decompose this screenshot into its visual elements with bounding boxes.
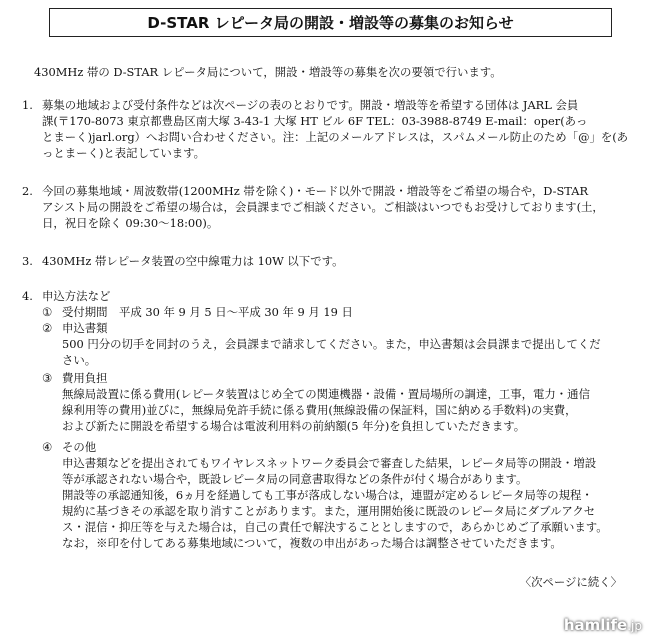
sub-2-mark: ② bbox=[42, 321, 53, 335]
item-4-number: 4. bbox=[22, 289, 33, 303]
item-1-line: とまーく)jarl.org）へお問い合わせください。注：上記のメールアドレスは，スパムメール防止のため「@」を(あ bbox=[42, 130, 629, 144]
sub-4-mark: ④ bbox=[42, 440, 53, 454]
continued-note: 〈次ページに続く〉 bbox=[519, 575, 622, 589]
sub-4-body-line: 申込書類などを提出されてもワイヤレスネットワーク委員会で審査した結果，レピータ局等の開設・増設 bbox=[62, 456, 597, 470]
item-1-line: っとまーく)と表記しています。 bbox=[42, 146, 206, 160]
item-1-number: 1. bbox=[22, 98, 33, 112]
sub-2-heading: 申込書類 bbox=[62, 321, 108, 335]
intro-text: 430MHz 帯の D-STAR レピータ局について，開設・増設等の募集を次の要領で行います。 bbox=[34, 65, 502, 79]
sub-3-body-line: 無線局設置に係る費用(レピータ装置はじめ全ての関連機器・設備・置局場所の調達，工事，電力・通信 bbox=[62, 387, 590, 401]
sub-4-body-line: 開設等の承認通知後，6ヵ月を経過しても工事が落成しない場合は，連盟が定めるレピータ局等の規程・ bbox=[62, 488, 593, 502]
item-1-line: 募集の地域および受付条件などは次ページの表のとおりです。開設・増設等を希望する団体は JARL 会員 bbox=[42, 98, 579, 112]
sub-1-mark: ① bbox=[42, 305, 53, 319]
sub-3-body-line: 線利用等の費用)並びに，無線局免許手続に係る費用(無線設備の保証料，国に納める手数料)の実費， bbox=[62, 403, 577, 417]
sub-3-heading: 費用負担 bbox=[62, 371, 108, 385]
sub-3-body-line: および新たに開設を希望する場合は電波利用料の前納額(5 年分)を負担していただきます。 bbox=[62, 419, 526, 433]
item-3-line: 430MHz 帯レピータ装置の空中線電力は 10W 以下です。 bbox=[42, 254, 344, 268]
sub-3-mark: ③ bbox=[42, 371, 53, 385]
sub-2-body-line: 500 円分の切手を同封のうえ，会員課まで請求してください。また，申込書類は会員課まで提出してくだ bbox=[62, 337, 601, 351]
sub-4-body-line: ス・混信・抑圧等を与えた場合は，自己の責任で解決することとしますので，あらかじめご了承願います。 bbox=[62, 520, 608, 534]
sub-4-body-line: 規約に基づきその承認を取り消すことがあります。また，運用開始後に既設のレピータ局にダブルアクセ bbox=[62, 504, 596, 518]
sub-4-body-line: 等が承認されない場合や，既設レピータ局の同意書取得などの条件が付く場合があります。 bbox=[62, 472, 528, 486]
item-3-number: 3. bbox=[22, 254, 33, 268]
watermark-brand: hamlife bbox=[563, 616, 628, 634]
sub-1-text: 受付期間 平成 30 年 9 月 5 日～平成 30 年 9 月 19 日 bbox=[62, 305, 353, 319]
site-watermark bbox=[564, 616, 642, 634]
document-title: D-STAR レピータ局の開設・増設等の募集のお知らせ bbox=[49, 8, 612, 37]
sub-4-body-line: なお，※印を付してある募集地域について，複数の申出があった場合は調整させていただきます。 bbox=[62, 536, 562, 550]
item-1-line: 課(〒170-8073 東京都豊島区南大塚 3-43-1 大塚 HT ビル 6F TEL：03-3988-8749 E-mail：oper(あっ bbox=[42, 114, 588, 128]
watermark-suffix: .jp bbox=[627, 619, 642, 633]
item-4-line: 申込方法など bbox=[42, 289, 111, 303]
item-2-number: 2. bbox=[22, 184, 33, 198]
item-2-line: アシスト局の開設をご希望の場合は，会員課までご相談ください。ご相談はいつでもお受けしております(土， bbox=[42, 200, 604, 214]
item-2-line: 日，祝日を除く 09:30～18:00)。 bbox=[42, 216, 219, 230]
sub-4-heading: その他 bbox=[62, 440, 97, 454]
sub-2-body-line: さい。 bbox=[62, 353, 97, 367]
item-2-line: 今回の募集地域・周波数帯(1200MHz 帯を除く)・モード以外で開設・増設等をご希望の場合や，D-STAR bbox=[42, 184, 589, 198]
